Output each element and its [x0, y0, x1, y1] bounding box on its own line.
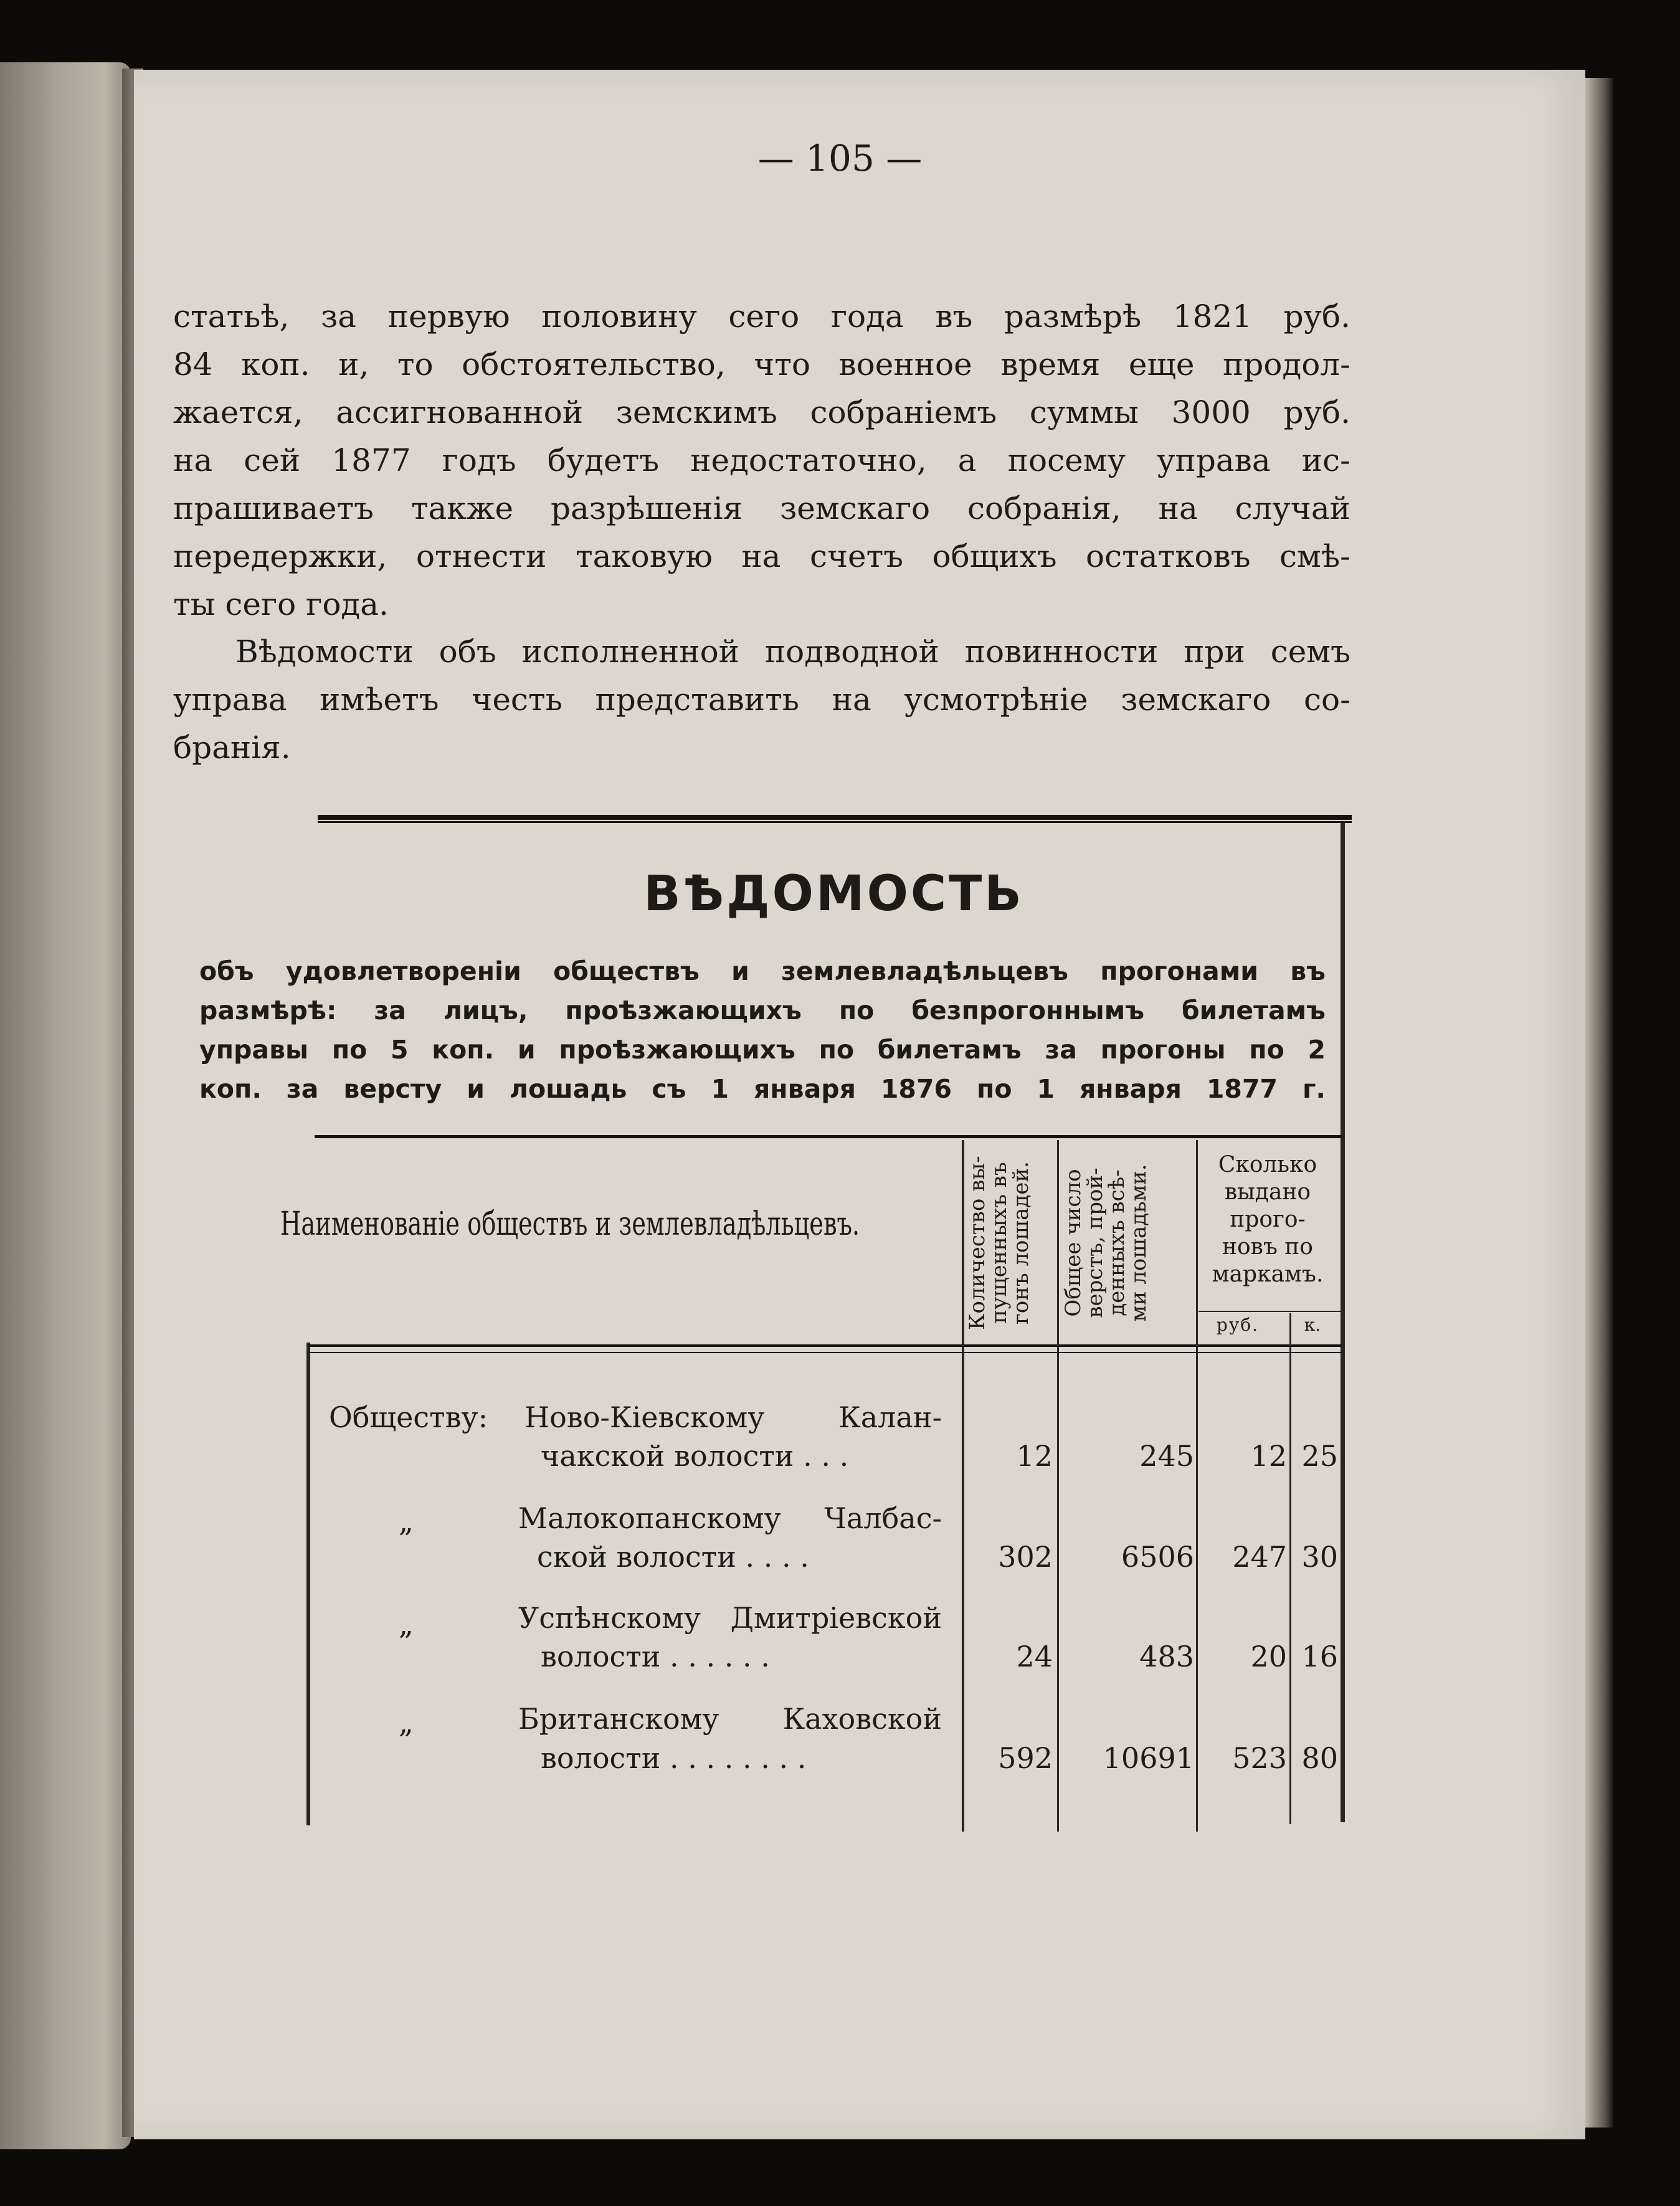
statement-subtitle-line: коп. за версту и лошадь съ 1 января 1876 по 1 января 1877 г. [199, 1074, 1326, 1104]
page-number: — 105 — [757, 137, 923, 179]
cell-rub: 523 [1232, 1741, 1287, 1775]
cell-versts: 6506 [1121, 1540, 1194, 1574]
row-name-line1: Ново-Кіевскому Калан- [524, 1400, 942, 1434]
header-text-line: маркамъ. [1212, 1262, 1324, 1287]
header-text-line: пущенныхъ въ [987, 1162, 1012, 1324]
text-line: прашиваетъ также разрѣшенія земскаго собранія, на случай [173, 490, 1350, 526]
cell-horses: 12 [1016, 1439, 1053, 1473]
cell-kop: 80 [1301, 1741, 1338, 1775]
paragraph-2 [173, 628, 1350, 772]
text-line: Вѣдомости объ исполненной подводной повинности при семъ [235, 634, 1350, 670]
cell-horses: 592 [998, 1741, 1053, 1775]
header-text-line: денныхъ всѣ- [1104, 1169, 1129, 1316]
header-bottom-rule [308, 1344, 1342, 1347]
row-name-line2: волости . . . . . . [541, 1640, 770, 1673]
header-paid-column [1196, 1151, 1339, 1288]
header-versts-column [1063, 1149, 1150, 1336]
header-kop-unit: к. [1304, 1315, 1321, 1335]
cell-kop: 30 [1301, 1540, 1338, 1574]
col-divider-1 [962, 1140, 964, 1832]
frame-left-border [306, 1343, 310, 1825]
header-text-line: Количество вы- [965, 1156, 990, 1330]
cell-versts: 483 [1139, 1640, 1194, 1673]
header-name-column: Наименованіе обществъ и землевладѣльцевъ. [280, 1205, 860, 1243]
statement-title: ВѢДОМОСТЬ [643, 866, 1024, 922]
text-line: бранія. [173, 730, 291, 766]
paragraph-1 [173, 293, 1350, 629]
header-rub-unit: руб. [1216, 1315, 1260, 1335]
cell-horses: 24 [1016, 1640, 1053, 1673]
header-text-line: верстъ, прой- [1083, 1167, 1108, 1318]
cell-rub: 20 [1250, 1640, 1287, 1673]
col-divider-rub-kop [1289, 1313, 1291, 1824]
statement-subtitle-line: объ удовлетвореніи обществъ и землевладѣльцевъ прогонами въ [199, 956, 1326, 986]
header-text-line: прого- [1230, 1207, 1306, 1232]
header-text-line: ми лошадьми. [1126, 1164, 1151, 1322]
row-name-line2: чакской волости . . . [541, 1439, 849, 1473]
header-horses-column [967, 1149, 1032, 1336]
cell-versts: 10691 [1103, 1741, 1194, 1775]
row-prefix: „ [399, 1607, 414, 1641]
rub-kop-rule [1198, 1311, 1341, 1312]
text-line: статьѣ, за первую половину сего года въ размѣрѣ 1821 руб. [173, 298, 1350, 335]
header-text-line: Сколько [1218, 1152, 1317, 1177]
text-line: ты сего года. [173, 586, 389, 622]
page-edge-shadow [1585, 78, 1613, 2128]
subtitle-bottom-rule [315, 1135, 1342, 1138]
statement-subtitle-line: размѣрѣ: за лицъ, проѣзжающихъ по безпрогоннымъ билетамъ [199, 996, 1326, 1025]
row-name-line2: ской волости . . . . [537, 1540, 809, 1574]
text-line: 84 коп. и, то обстоятельство, что военное время еще продол- [173, 346, 1350, 383]
col-divider-2 [1057, 1140, 1059, 1832]
cell-rub: 12 [1250, 1439, 1287, 1473]
header-text-line: новъ по [1222, 1234, 1313, 1260]
row-prefix: „ [399, 1505, 414, 1538]
header-bottom-rule-2 [308, 1352, 1342, 1353]
text-line: на сей 1877 годъ будетъ недостаточно, а посему управа ис- [173, 442, 1350, 478]
row-prefix: Обществу: [329, 1400, 488, 1434]
row-prefix: „ [399, 1706, 414, 1739]
row-name-line1: Британскому Каховской [518, 1702, 942, 1736]
header-text-line: гонъ лошадей. [1008, 1161, 1033, 1324]
row-name-line1: Успѣнскому Дмитріевской [518, 1601, 942, 1635]
cell-versts: 245 [1139, 1439, 1194, 1473]
frame-right-border [1341, 822, 1345, 1822]
header-text-line: выдано [1224, 1179, 1311, 1205]
text-line: управа имѣетъ честь представить на усмотрѣніе земскаго со- [173, 682, 1350, 718]
text-line: передержки, отнести таковую на счетъ общихъ остатковъ смѣ- [173, 538, 1350, 574]
statement-subtitle-line: управы по 5 коп. и проѣзжающихъ по билетамъ за прогоны по 2 [199, 1035, 1326, 1065]
header-text-line: Общее число [1061, 1169, 1086, 1317]
cell-horses: 302 [998, 1540, 1053, 1574]
row-name-line2: волости . . . . . . . . [541, 1741, 807, 1775]
cell-kop: 16 [1301, 1640, 1338, 1673]
cell-rub: 247 [1232, 1540, 1287, 1574]
top-rule-thin [318, 821, 1352, 823]
text-line: жается, ассигнованной земскимъ собраніемъ суммы 3000 руб. [173, 394, 1350, 430]
cell-kop: 25 [1301, 1439, 1338, 1473]
row-name-line1: Малокопанскому Чалбас- [518, 1501, 942, 1535]
left-facing-page [0, 62, 131, 2149]
top-rule [318, 815, 1352, 820]
